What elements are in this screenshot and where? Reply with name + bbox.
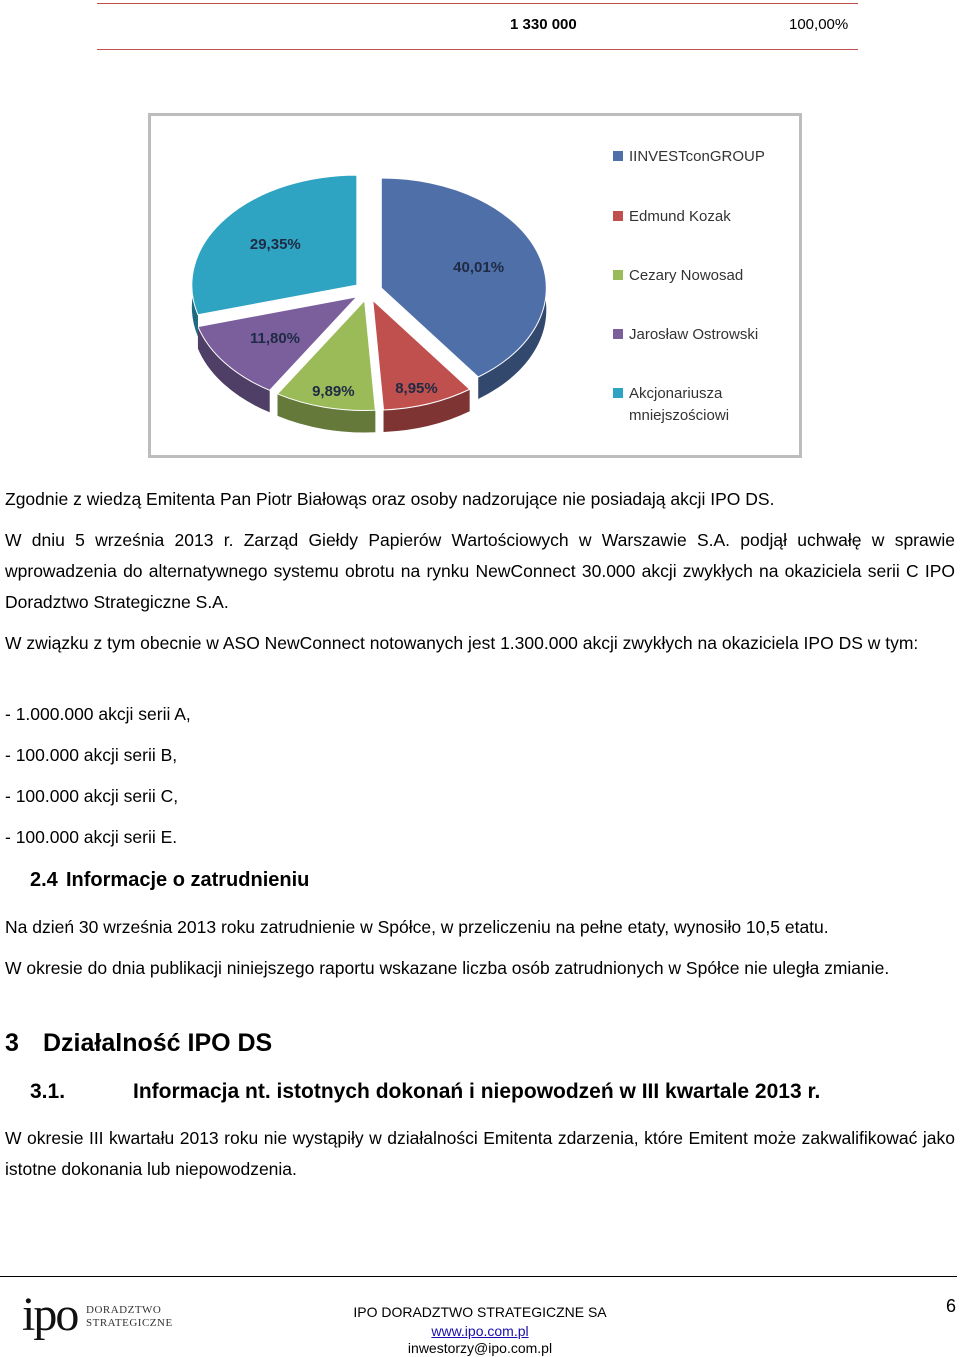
heading-employment-number: 2.4 (30, 869, 58, 891)
paragraph-ownership: Zgodnie z wiedzą Emitenta Pan Piotr Białowąs oraz osoby nadzorujące nie posiadają akcji IPO DS. (5, 489, 775, 509)
heading-employment (30, 869, 309, 892)
heading-employment-text: Informacje o zatrudnieniu (66, 869, 310, 891)
legend-label: Edmund Kozak (629, 208, 731, 225)
paragraph-aso-shares: W związku z tym obecnie w ASO NewConnect notowanych jest 1.300.000 akcji zwykłych na okaziciela IPO DS w tym: (5, 633, 919, 653)
paragraph-q3-events: W okresie III kwartału 2013 roku nie wystąpiły w działalności Emitenta zdarzenia, które Emitent może zakwalifikować jako istotne dokonania lub niepowodzenia. (5, 1128, 955, 1179)
pie-group (192, 175, 546, 432)
table-border-bottom (97, 49, 858, 50)
heading-achievements-number: 3.1. (30, 1080, 66, 1103)
legend-label: Cezary Nowosad (629, 267, 744, 284)
legend-swatch (613, 388, 623, 398)
list-item-series-a: - 1.000.000 akcji serii A, (5, 704, 191, 724)
legend-swatch (613, 329, 623, 339)
page-number: 6 (946, 1296, 957, 1316)
heading-activity-text: Działalność IPO DS (43, 1029, 273, 1057)
total-shares-cell: 1 330 000 (510, 16, 577, 33)
legend-group (613, 148, 765, 424)
legend-label: Akcjonariusza (629, 385, 723, 402)
pie-data-label: 8,95% (395, 380, 438, 398)
legend-swatch (613, 270, 623, 280)
footer-email[interactable]: inwestorzy@ipo.com.pl (407, 1340, 553, 1356)
pie-data-label: 40,01% (453, 258, 505, 276)
heading-achievements-text: Informacja nt. istotnych dokonań i niepowodzeń w III kwartale 2013 r. (133, 1080, 821, 1103)
footer-website-link[interactable]: www.ipo.com.pl (431, 1323, 529, 1339)
pie-data-label: 9,89% (312, 383, 355, 401)
pie-data-label: 29,35% (249, 235, 301, 253)
paragraph-employment: Na dzień 30 września 2013 roku zatrudnienie w Spółce, w przeliczeniu na pełne etaty, wynosiło 10,5 etatu. (5, 917, 829, 937)
heading-activity (5, 1029, 272, 1058)
company-logo: ipo (22, 1288, 78, 1341)
legend-label: IINVESTconGROUP (629, 148, 765, 165)
logo-line-1: DORADZTWO (86, 1304, 162, 1316)
logo-line-2: STRATEGICZNE (86, 1317, 173, 1329)
paragraph-employment-change: W okresie do dnia publikacji niniejszego raportu wskazane liczba osób zatrudnionych w Spółce nie uległa zmianie. (5, 958, 890, 978)
list-item-series-e: - 100.000 akcji serii E. (5, 827, 178, 847)
list-item-series-c: - 100.000 akcji serii C, (5, 786, 179, 806)
shareholder-pie-chart (148, 113, 802, 458)
legend-label: mniejszościowi (629, 407, 730, 424)
pie-data-label: 11,80% (249, 329, 301, 347)
footer-company-name: IPO DORADZTWO STRATEGICZNE SA (353, 1304, 607, 1320)
heading-achievements (30, 1080, 820, 1104)
table-border-top (97, 3, 858, 4)
total-percent-cell: 100,00% (789, 16, 849, 33)
footer-divider (0, 1276, 957, 1277)
legend-swatch (613, 151, 623, 161)
company-logo-subtitle (86, 1304, 173, 1330)
legend-swatch (613, 211, 623, 221)
legend-label: Jarosław Ostrowski (629, 326, 759, 343)
heading-activity-number: 3 (5, 1029, 19, 1057)
paragraph-gpw-resolution: W dniu 5 września 2013 r. Zarząd Giełdy Papierów Wartościowych w Warszawie S.A. podjął uchwałę w sprawie wprowadzenia do alternatywnego systemu obrotu na rynku NewConnect 30.000 akcji zwykłych na okaziciela serii C IPO Doradztwo Strategiczne S.A. (5, 530, 955, 612)
list-item-series-b: - 100.000 akcji serii B, (5, 745, 178, 765)
